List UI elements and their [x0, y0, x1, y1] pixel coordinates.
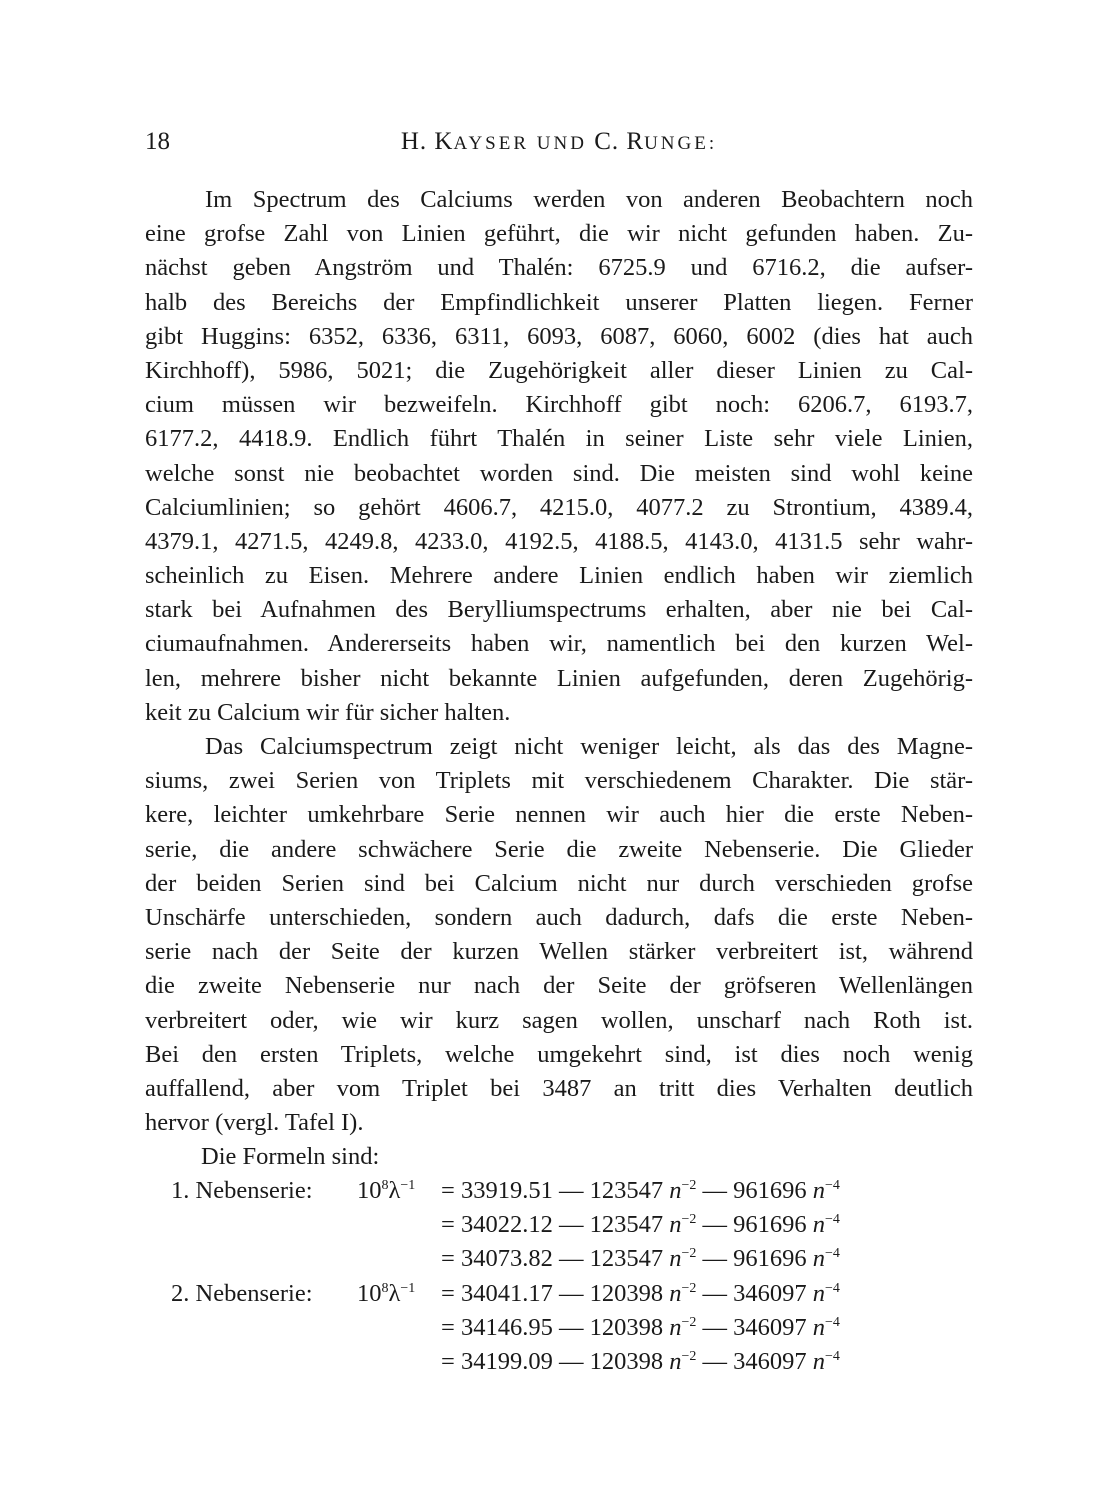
text-line: Calciumlinien; so gehört 4606.7, 4215.0, 4077.2 zu Strontium, 4389.4, — [145, 493, 973, 521]
minus-sign: — — [552, 1245, 590, 1273]
formula-rhs — [441, 1208, 840, 1242]
text-line: Im Spectrum des Calciums werden von anderen Beobachtern noch — [205, 186, 973, 213]
lhs-lambda: λ — [388, 1177, 401, 1204]
text-line: serie, die andere schwächere Serie die zweite Nebenserie. Die Glieder — [145, 835, 973, 863]
coefficient-b: 346097 — [733, 1347, 807, 1375]
minus-sign: — — [696, 1177, 734, 1204]
text-line: eine grofse Zahl von Linien geführt, die wir nicht gefunden haben. Zu- — [145, 220, 973, 248]
formula-row — [145, 1277, 973, 1311]
lhs-exponent: 8 — [381, 1178, 389, 1193]
constant-term: 34073.82 — [460, 1245, 553, 1273]
minus-sign: — — [696, 1245, 734, 1273]
exponent-a: −2 — [681, 1280, 697, 1296]
lhs-exponent: 8 — [381, 1280, 389, 1296]
text-line: hervor (vergl. Tafel I). — [145, 1109, 364, 1137]
text-line: len, mehrere bisher nicht bekannte Linien aufgefunden, deren Zugehörig- — [145, 664, 973, 692]
text-line: die zweite Nebenserie nur nach der Seite der gröfseren Wellenlängen — [145, 972, 973, 1000]
formula-row — [145, 1311, 973, 1345]
constant-term: 34041.17 — [460, 1279, 553, 1307]
running-title — [145, 128, 973, 156]
formula-row — [145, 1174, 973, 1208]
text-line: Unschärfe unterschieden, sondern auch dadurch, dafs die erste Neben- — [145, 903, 973, 931]
formula-row — [145, 1345, 973, 1379]
formula-block — [145, 1174, 973, 1379]
exponent-b: −4 — [824, 1246, 840, 1262]
text-line: auffallend, aber vom Triplet bei 3487 an tritt dies Verhalten deutlich — [145, 1074, 973, 1102]
text-line: ciumaufnahmen. Andererseits haben wir, namentlich bei den kurzen Wel- — [145, 630, 973, 658]
variable-n: n — [806, 1347, 825, 1375]
exponent-a: −2 — [681, 1348, 697, 1364]
text-line: 6177.2, 4418.9. Endlich führt Thalén in seiner Liste sehr viele Linien, — [145, 425, 973, 453]
exponent-a: −2 — [681, 1246, 697, 1262]
minus-sign: — — [552, 1211, 590, 1239]
running-title-part: AYSER UND — [453, 133, 587, 154]
lhs-base: 10 — [357, 1279, 382, 1307]
text-line: siums, zwei Serien von Triplets mit verschiedenem Charakter. Die stär- — [145, 767, 973, 795]
text-line: 4379.1, 4271.5, 4249.8, 4233.0, 4192.5, 4188.5, 4143.0, 4131.5 sehr wahr- — [145, 527, 973, 555]
text-line: welche sonst nie beobachtet worden sind. Die meisten sind wohl keine — [145, 459, 973, 487]
exponent-a: −2 — [681, 1314, 697, 1330]
formula-rhs — [441, 1277, 840, 1311]
text-line: Das Calciumspectrum zeigt nicht weniger leicht, als das des Magne- — [205, 733, 973, 760]
exponent-a: −2 — [681, 1212, 697, 1228]
formula-lhs — [357, 1174, 415, 1208]
coefficient-b: 961696 — [733, 1245, 807, 1273]
text-line: verbreitert oder, wie wir kurz sagen wollen, unscharf nach Roth ist. — [145, 1006, 973, 1034]
variable-n: n — [663, 1211, 682, 1239]
minus-sign: — — [552, 1313, 590, 1341]
page-header — [145, 128, 973, 162]
constant-term: 34199.09 — [460, 1347, 553, 1375]
lhs-lambda-exponent: −1 — [400, 1280, 416, 1296]
variable-n: n — [806, 1279, 825, 1307]
variable-n: n — [663, 1347, 682, 1375]
coefficient-a: 120398 — [589, 1313, 664, 1341]
formula-rhs — [441, 1174, 840, 1208]
text-line: stark bei Aufnahmen des Berylliumspectrums erhalten, aber nie bei Cal- — [145, 596, 973, 624]
body-text — [145, 183, 973, 1174]
coefficient-a: 123547 — [589, 1211, 664, 1239]
lhs-lambda-exponent: −1 — [400, 1178, 416, 1193]
variable-n: n — [663, 1245, 682, 1273]
equals-sign: = — [441, 1177, 461, 1204]
formula-lhs — [357, 1277, 415, 1311]
exponent-a: −2 — [681, 1178, 697, 1193]
text-line: serie nach der Seite der kurzen Wellen stärker verbreitert ist, während — [145, 938, 973, 966]
running-title-part: H. K — [400, 128, 454, 155]
exponent-b: −4 — [824, 1280, 840, 1296]
variable-n: n — [663, 1177, 682, 1204]
lhs-lambda: λ — [388, 1279, 401, 1307]
variable-n: n — [663, 1279, 682, 1307]
series-label: 2. Nebenserie: — [171, 1279, 313, 1307]
text-line: gibt Huggins: 6352, 6336, 6311, 6093, 6087, 6060, 6002 (dies hat auch — [145, 322, 973, 350]
variable-n: n — [663, 1313, 682, 1341]
minus-sign: — — [696, 1347, 734, 1375]
formula-rhs — [441, 1311, 840, 1345]
running-title-part: C. R — [586, 128, 645, 155]
formulas-intro: Die Formeln sind: — [201, 1143, 380, 1171]
paragraph-1 — [145, 183, 973, 730]
equals-sign: = — [441, 1245, 461, 1273]
coefficient-a: 120398 — [589, 1347, 664, 1375]
series-label: 1. Nebenserie: — [171, 1177, 313, 1204]
variable-n: n — [806, 1245, 825, 1273]
minus-sign: — — [552, 1279, 590, 1307]
coefficient-b: 346097 — [733, 1313, 807, 1341]
minus-sign: — — [696, 1211, 734, 1239]
equals-sign: = — [441, 1347, 461, 1375]
coefficient-b: 961696 — [733, 1177, 807, 1204]
text-line: keit zu Calcium wir für sicher halten. — [145, 698, 511, 726]
text-line: Kirchhoff), 5986, 5021; die Zugehörigkeit aller dieser Linien zu Cal- — [145, 356, 973, 384]
coefficient-a: 120398 — [589, 1279, 664, 1307]
constant-term: 33919.51 — [460, 1177, 553, 1204]
formula-rhs — [441, 1242, 840, 1276]
equals-sign: = — [441, 1313, 461, 1341]
coefficient-b: 346097 — [733, 1279, 807, 1307]
text-line: cium müssen wir bezweifeln. Kirchhoff gibt noch: 6206.7, 6193.7, — [145, 391, 973, 419]
exponent-b: −4 — [824, 1212, 840, 1228]
formula-row — [145, 1208, 973, 1242]
text-line: nächst geben Angström und Thalén: 6725.9 und 6716.2, die aufser- — [145, 254, 973, 282]
lhs-base: 10 — [357, 1177, 382, 1204]
constant-term: 34146.95 — [460, 1313, 553, 1341]
exponent-b: −4 — [824, 1178, 840, 1193]
text-line: Bei den ersten Triplets, welche umgekehrt sind, ist dies noch wenig — [145, 1040, 973, 1068]
minus-sign: — — [552, 1347, 590, 1375]
formula-row — [145, 1242, 973, 1276]
coefficient-a: 123547 — [589, 1245, 664, 1273]
coefficient-b: 961696 — [733, 1211, 807, 1239]
paragraph-2 — [145, 730, 973, 1140]
equals-sign: = — [441, 1279, 461, 1307]
variable-n: n — [806, 1211, 825, 1239]
text-line: der beiden Serien sind bei Calcium nicht nur durch verschieden grofse — [145, 869, 973, 897]
text-line: halb des Bereichs der Empfindlichkeit unserer Platten liegen. Ferner — [145, 288, 973, 316]
variable-n: n — [806, 1177, 825, 1204]
minus-sign: — — [552, 1177, 590, 1204]
exponent-b: −4 — [824, 1348, 840, 1364]
exponent-b: −4 — [824, 1314, 840, 1330]
minus-sign: — — [696, 1279, 734, 1307]
text-line: scheinlich zu Eisen. Mehrere andere Linien endlich haben wir ziemlich — [145, 562, 973, 590]
coefficient-a: 123547 — [589, 1177, 664, 1204]
variable-n: n — [806, 1313, 825, 1341]
minus-sign: — — [696, 1313, 734, 1341]
formula-rhs — [441, 1345, 840, 1379]
text-line: kere, leichter umkehrbare Serie nennen wir auch hier die erste Neben- — [145, 801, 973, 829]
equals-sign: = — [441, 1211, 461, 1239]
constant-term: 34022.12 — [460, 1211, 553, 1239]
page-number: 18 — [145, 128, 170, 155]
running-title-part: UNGE: — [644, 133, 718, 154]
